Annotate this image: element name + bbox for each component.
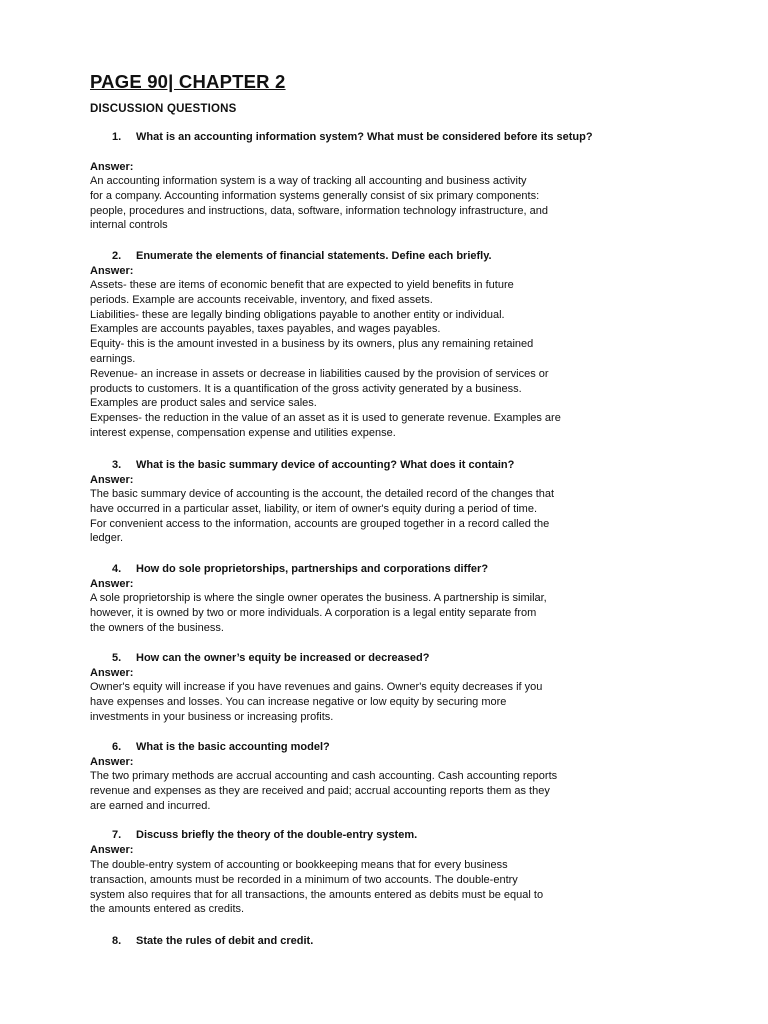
- answer-4: [90, 591, 690, 635]
- question-text: What is an accounting information system? What must be considered before its setup?: [136, 131, 593, 143]
- answer-line: Revenue- an increase in assets or decrease in liabilities caused by the provision of services or: [90, 367, 549, 380]
- question-3: [112, 458, 672, 473]
- answer-line: for a company. Accounting information systems generally consist of six primary components:: [90, 189, 540, 202]
- question-text: State the rules of debit and credit.: [136, 935, 314, 947]
- section-heading: DISCUSSION QUESTIONS: [90, 103, 237, 115]
- answer-line: Liabilities- these are legally binding obligations payable to another entity or individual.: [90, 308, 505, 321]
- answer-line: Owner's equity will increase if you have revenues and gains. Owner's equity decreases if you: [90, 681, 543, 693]
- answer-2: [90, 278, 690, 441]
- answer-line: internal controls: [90, 219, 168, 232]
- question-number: 7.: [112, 829, 122, 841]
- answer-line: ledger.: [90, 532, 124, 545]
- answer-line: For convenient access to the information, accounts are grouped together in a record called the: [90, 517, 550, 530]
- answer-line: Equity- this is the amount invested in a business by its owners, plus any remaining retained: [90, 338, 534, 351]
- question-text: What is the basic summary device of accounting? What does it contain?: [136, 459, 515, 471]
- answer-line: The two primary methods are accrual accounting and cash accounting. Cash accounting reports: [90, 770, 558, 782]
- answer-3: [90, 487, 690, 546]
- answer-line: The double-entry system of accounting or bookkeeping means that for every business: [90, 859, 508, 871]
- question-text: Enumerate the elements of financial statements. Define each briefly.: [136, 250, 492, 262]
- answer-line: the owners of the business.: [90, 621, 224, 634]
- answer-label: Answer:: [90, 578, 134, 590]
- answer-line: are earned and incurred.: [90, 799, 211, 812]
- question-number: 5.: [112, 652, 122, 664]
- question-8: [112, 934, 672, 949]
- answer-line: Examples are accounts payables, taxes payables, and wages payables.: [90, 323, 441, 336]
- question-text: How can the owner’s equity be increased or decreased?: [136, 652, 430, 664]
- question-number: 3.: [112, 459, 122, 471]
- question-2: [112, 249, 672, 264]
- answer-line: earnings.: [90, 352, 136, 365]
- answer-label: Answer:: [90, 265, 134, 277]
- answer-line: investments in your business or increasing profits.: [90, 710, 334, 723]
- answer-line: revenue and expenses as they are received and paid; accrual accounting reports them as they: [90, 784, 550, 797]
- question-number: 6.: [112, 741, 122, 753]
- question-4: [112, 562, 672, 577]
- answer-line: however, it is owned by two or more individuals. A corporation is a legal entity separate from: [90, 606, 537, 619]
- question-text: How do sole proprietorships, partnerships and corporations differ?: [136, 563, 489, 575]
- page-title: PAGE 90| CHAPTER 2: [90, 71, 286, 92]
- question-number: 4.: [112, 563, 122, 575]
- answer-label: Answer:: [90, 161, 134, 173]
- answer-line: periods. Example are accounts receivable, inventory, and fixed assets.: [90, 293, 433, 306]
- question-number: 2.: [112, 250, 122, 262]
- answer-6: [90, 769, 690, 813]
- question-text: What is the basic accounting model?: [136, 741, 330, 753]
- answer-line: A sole proprietorship is where the single owner operates the business. A partnership is similar,: [90, 592, 547, 604]
- answer-line: people, procedures and instructions, data, software, information technology infrastructure, and: [90, 204, 548, 217]
- answer-label: Answer:: [90, 474, 134, 486]
- answer-line: Examples are product sales and service sales.: [90, 397, 317, 410]
- answer-5: [90, 680, 690, 724]
- question-5: [112, 651, 672, 666]
- question-7: [112, 828, 672, 843]
- question-number: 1.: [112, 131, 122, 143]
- answer-1: [90, 174, 690, 233]
- answer-line: have expenses and losses. You can increase negative or low equity by securing more: [90, 695, 507, 708]
- answer-line: The basic summary device of accounting is the account, the detailed record of the changes that: [90, 488, 555, 500]
- question-text: Discuss briefly the theory of the double-entry system.: [136, 829, 418, 841]
- question-number: 8.: [112, 935, 122, 947]
- answer-label: Answer:: [90, 667, 134, 679]
- question-1: [112, 130, 672, 145]
- answer-line: system also requires that for all transactions, the amounts entered as debits must be equal to: [90, 888, 544, 901]
- answer-line: Expenses- the reduction in the value of an asset as it is used to generate revenue. Examples are: [90, 412, 561, 425]
- answer-line: transaction, amounts must be recorded in a minimum of two accounts. The double-entry: [90, 873, 518, 886]
- answer-line: An accounting information system is a way of tracking all accounting and business activity: [90, 175, 527, 187]
- answer-label: Answer:: [90, 756, 134, 768]
- answer-line: interest expense, compensation expense and utilities expense.: [90, 426, 396, 439]
- answer-line: have occurred in a particular asset, liability, or item of owner's equity during a period of time.: [90, 502, 537, 515]
- answer-line: products to customers. It is a quantification of the gross activity generated by a business.: [90, 382, 522, 395]
- answer-line: the amounts entered as credits.: [90, 903, 245, 916]
- answer-label: Answer:: [90, 844, 134, 856]
- answer-line: Assets- these are items of economic benefit that are expected to yield benefits in future: [90, 279, 514, 291]
- answer-7: [90, 858, 690, 917]
- question-6: [112, 740, 672, 755]
